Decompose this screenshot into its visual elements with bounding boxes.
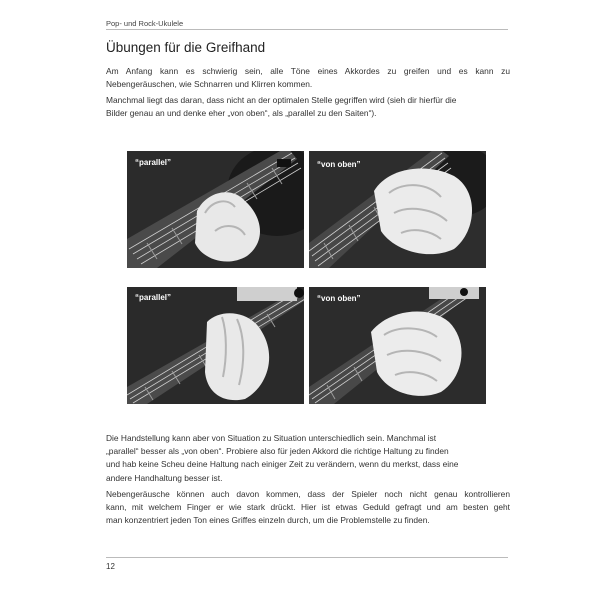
text-line: Die Handstellung kann aber von Situation zu Situation unterschiedlich sein. Manchmal ist <box>106 433 437 443</box>
text-line: andere Handhaltung besser ist. <box>106 472 223 483</box>
photo-von-oben-1 <box>309 151 486 268</box>
section-title: Übungen für die Greifhand <box>106 40 266 55</box>
hint-paragraph <box>106 94 510 120</box>
text-line: man konzentriert jeden Ton eines Griffes einzeln durch, um die Problemstelle zu finden. <box>106 515 430 526</box>
page-number: 12 <box>106 562 115 571</box>
photo-parallel-1 <box>127 151 304 268</box>
photo-caption: “parallel” <box>135 158 172 167</box>
text-line: und hab keine Scheu deine Haltung nach einiger Zeit zu verändern, wenn du merkst, dass eine <box>106 459 459 470</box>
photo-caption: “parallel” <box>135 293 172 302</box>
running-header: Pop- und Rock-Ukulele <box>106 19 184 28</box>
text-line: Nebengeräuschen, wie Schnarren und Klirren kommen. <box>106 79 313 90</box>
text-line: „parallel“ besser als „von oben“. Probiere also für jeden Akkord die richtige Haltung zu finden <box>106 446 449 457</box>
photo-von-oben-2 <box>309 287 486 404</box>
noise-paragraph <box>106 488 510 528</box>
header-rule <box>106 29 508 30</box>
text-line: Am Anfang kann es schwierig sein, alle Töne eines Akkordes zu greifen und es kann zu <box>106 66 510 76</box>
text-line: Bilder genau an und denke eher „von oben“, als „parallel zu den Saiten“). <box>106 108 377 119</box>
hand-position-paragraph <box>106 432 510 485</box>
intro-paragraph <box>106 65 510 91</box>
text-line: Nebengeräusche können auch davon kommen, dass der Spieler noch nicht genau kontrollieren <box>106 489 510 499</box>
text-line: Manchmal liegt das daran, dass nicht an der optimalen Stelle gegriffen wird (sieh dir hierfür die <box>106 95 457 105</box>
footer-rule <box>106 557 508 558</box>
text-line: kann, mit welchem Finger er wie stark drückt. Hier ist etwas Geduld gefragt und am besten geht <box>106 502 510 513</box>
photo-caption: “von oben” <box>317 294 361 303</box>
photo-parallel-2 <box>127 287 304 404</box>
photo-caption: “von oben” <box>317 160 361 169</box>
